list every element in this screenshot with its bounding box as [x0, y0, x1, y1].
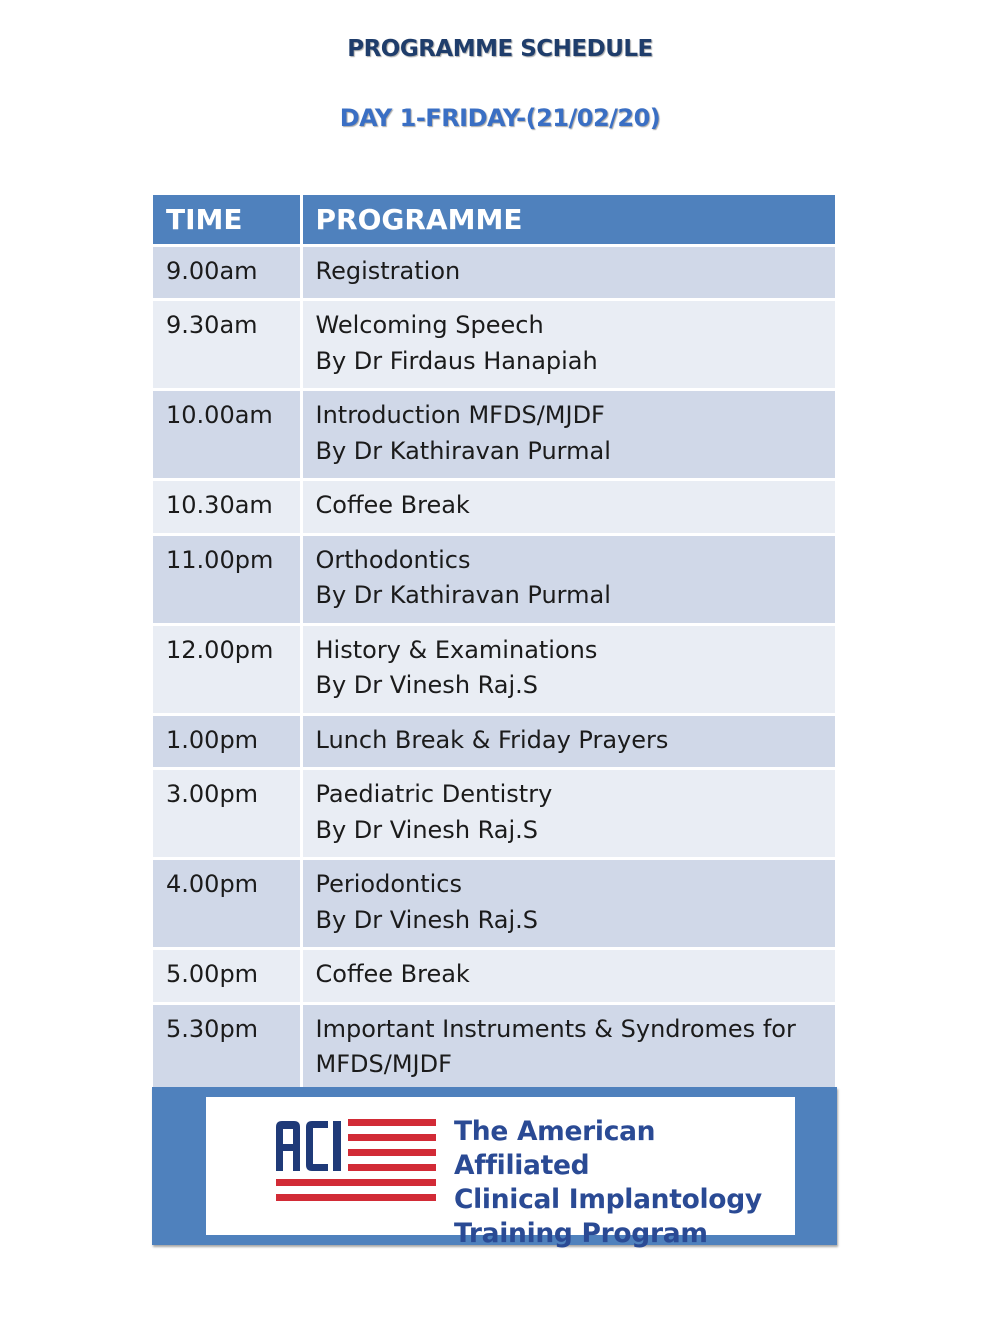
- programme-line: Lunch Break & Friday Prayers: [315, 725, 669, 754]
- schedule-row: [153, 300, 835, 390]
- time-cell: 9.30am: [153, 300, 301, 390]
- schedule-row: [153, 480, 835, 535]
- programme-line: By Dr Kathiravan Purmal: [315, 436, 611, 465]
- logo-text-line: Training Program: [454, 1218, 708, 1249]
- logo-text-line: The American Affiliated: [454, 1116, 656, 1181]
- day-subtitle: DAY 1-FRIDAY-(21/02/20): [339, 104, 661, 132]
- time-cell: 10.00am: [153, 390, 301, 480]
- time-cell: 10.30am: [153, 480, 301, 535]
- programme-line: Registration: [315, 256, 461, 285]
- schedule-row: [153, 769, 835, 859]
- programme-line: By Dr Vinesh Raj.S: [315, 815, 539, 844]
- time-cell: 1.00pm: [153, 714, 301, 769]
- aci-flag-logo-icon: [276, 1119, 436, 1211]
- schedule-row: [153, 624, 835, 714]
- programme-line: By Dr Vinesh Raj.S: [315, 671, 539, 699]
- time-cell: 4.00pm: [153, 859, 301, 949]
- time-cell: 5.00pm: [153, 949, 301, 1004]
- logo-text-line: Clinical Implantology: [454, 1184, 762, 1215]
- schedule-row: [153, 949, 835, 1004]
- time-cell: 5.30pm: [153, 1003, 301, 1129]
- programme-cell: [301, 390, 835, 480]
- column-header-programme: PROGRAMME: [301, 195, 835, 245]
- programme-line: By Dr Kathiravan Purmal: [315, 581, 611, 609]
- programme-cell: [301, 534, 835, 624]
- schedule-table-body: [153, 245, 835, 1129]
- programme-line: Important Instruments & Syndromes for: [315, 1014, 796, 1043]
- programme-line: By Dr Firdaus Hanapiah: [315, 346, 598, 375]
- aci-logo-panel: [206, 1097, 795, 1249]
- footer-band: [152, 1087, 837, 1249]
- schedule-table-header: [153, 195, 835, 245]
- programme-line: Paediatric Dentistry: [315, 780, 553, 808]
- time-cell: 11.00pm: [153, 534, 301, 624]
- programme-line: Welcoming Speech: [315, 311, 544, 339]
- programme-cell: [301, 859, 835, 949]
- programme-line: Orthodontics: [315, 545, 471, 574]
- programme-cell: [301, 714, 835, 769]
- time-cell: 9.00am: [153, 245, 301, 300]
- programme-cell: [301, 624, 835, 714]
- column-header-time: TIME: [153, 195, 301, 245]
- programme-cell: [301, 245, 835, 300]
- programme-line: History & Examinations: [315, 635, 598, 664]
- time-cell: 3.00pm: [153, 769, 301, 859]
- schedule-row: [153, 714, 835, 769]
- schedule-row: [153, 534, 835, 624]
- schedule-table: [153, 195, 835, 1130]
- programme-line: Periodontics: [315, 870, 463, 898]
- programme-line: Coffee Break: [315, 960, 470, 988]
- programme-cell: [301, 300, 835, 390]
- schedule-row: [153, 245, 835, 300]
- programme-line: MFDS/MJDF: [315, 1050, 452, 1078]
- schedule-row: [153, 390, 835, 480]
- schedule-row: [153, 859, 835, 949]
- programme-cell: [301, 769, 835, 859]
- programme-line: By Dr Vinesh Raj.S: [315, 905, 539, 934]
- programme-cell: [301, 480, 835, 535]
- page-title: PROGRAMME SCHEDULE: [347, 36, 653, 62]
- programme-line: Coffee Break: [315, 491, 470, 519]
- time-cell: 12.00pm: [153, 624, 301, 714]
- aci-program-name: [454, 1115, 795, 1251]
- programme-cell: [301, 949, 835, 1004]
- programme-line: Introduction MFDS/MJDF: [315, 401, 605, 429]
